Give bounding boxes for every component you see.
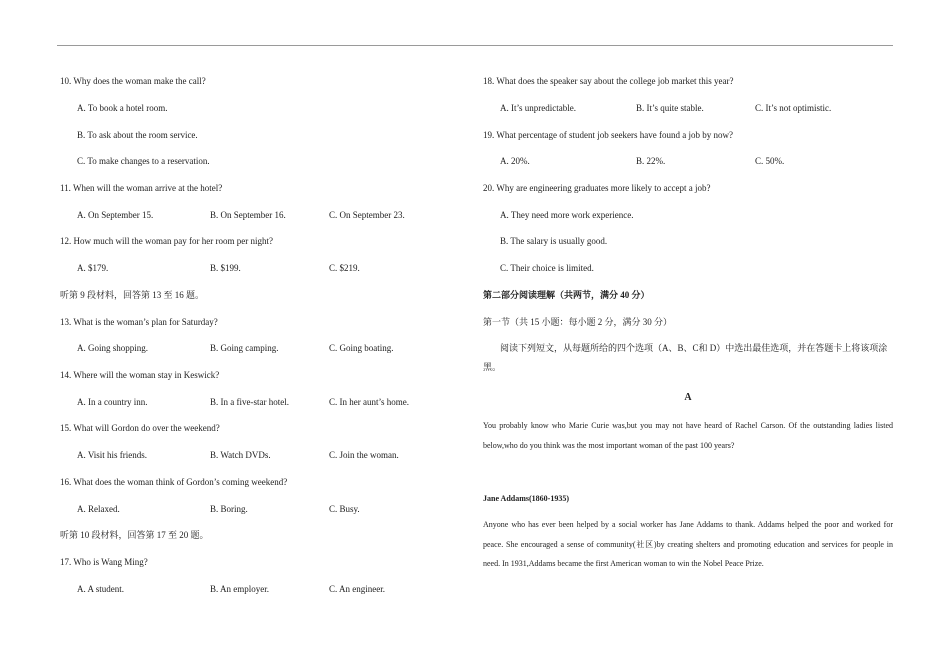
options-12 bbox=[77, 263, 437, 274]
addams-text: Anyone who has ever been helped by a social worker has Jane Addams to thank. Addams helped the poor and worked for peace. She encouraged a sense of community(社区)by creating shelters and promoting education and services for people in need. In 1931,Addams became the first American woman to win the Nobel Peace Prize. bbox=[483, 520, 893, 568]
section-10-heading: 听第 10 段材料，回答第 17 至 20 题。 bbox=[60, 530, 209, 540]
option-15c: C. Join the woman. bbox=[329, 450, 399, 460]
section-9-heading: 听第 9 段材料，回答第 13 至 16 题。 bbox=[60, 290, 205, 300]
option-13c: C. Going boating. bbox=[329, 343, 394, 353]
option-14b: B. In a five-star hotel. bbox=[210, 397, 289, 407]
question-10: 10. Why does the woman make the call? bbox=[60, 76, 206, 86]
part-2-title: 第二部分阅读理解（共两节，满分 40 分） bbox=[483, 290, 650, 300]
options-13 bbox=[77, 343, 437, 354]
option-11a: A. On September 15. bbox=[77, 210, 154, 220]
option-14c: C. In her aunt’s home. bbox=[329, 397, 409, 407]
option-10b: B. To ask about the room service. bbox=[77, 130, 198, 140]
option-10c: C. To make changes to a reservation. bbox=[77, 156, 210, 166]
option-19b: B. 22%. bbox=[636, 156, 666, 166]
option-15b: B. Watch DVDs. bbox=[210, 450, 271, 460]
options-14 bbox=[77, 397, 437, 408]
option-19a: A. 20%. bbox=[500, 156, 530, 166]
question-15: 15. What will Gordon do over the weekend? bbox=[60, 423, 220, 433]
option-10a: A. To book a hotel room. bbox=[77, 103, 168, 113]
question-16: 16. What does the woman think of Gordon’s coming weekend? bbox=[60, 477, 288, 487]
question-11: 11. When will the woman arrive at the hotel? bbox=[60, 183, 223, 193]
option-11b: B. On September 16. bbox=[210, 210, 286, 220]
options-18 bbox=[500, 103, 880, 114]
section-1-heading: 第一节（共 15 小题：每小题 2 分，满分 30 分） bbox=[483, 317, 673, 327]
passage-letter: A bbox=[684, 392, 692, 403]
question-20: 20. Why are engineering graduates more likely to accept a job? bbox=[483, 183, 711, 193]
option-17a: A. A student. bbox=[77, 584, 125, 594]
option-20c: C. Their choice is limited. bbox=[500, 263, 594, 273]
option-12c: C. $219. bbox=[329, 263, 360, 273]
option-18a: A. It’s unpredictable. bbox=[500, 103, 576, 113]
option-17c: C. An engineer. bbox=[329, 584, 385, 594]
reading-instructions: 阅读下列短文，从每题所给的四个选项（A、B、C和 D）中选出最佳选项，并在答题卡上将该项涂黑。 bbox=[483, 343, 888, 372]
options-15 bbox=[77, 450, 437, 461]
option-16b: B. Boring. bbox=[210, 504, 248, 514]
option-12a: A. $179. bbox=[77, 263, 109, 273]
option-16a: A. Relaxed. bbox=[77, 504, 120, 514]
option-13b: B. Going camping. bbox=[210, 343, 279, 353]
option-20a: A. They need more work experience. bbox=[500, 210, 634, 220]
option-18b: B. It’s quite stable. bbox=[636, 103, 704, 113]
option-11c: C. On September 23. bbox=[329, 210, 405, 220]
options-19 bbox=[500, 156, 880, 167]
option-15a: A. Visit his friends. bbox=[77, 450, 148, 460]
question-13: 13. What is the woman’s plan for Saturday? bbox=[60, 317, 218, 327]
option-16c: C. Busy. bbox=[329, 504, 360, 514]
question-17: 17. Who is Wang Ming? bbox=[60, 557, 148, 567]
options-16 bbox=[77, 504, 437, 515]
header-rule bbox=[57, 45, 893, 46]
question-12: 12. How much will the woman pay for her room per night? bbox=[60, 236, 273, 246]
addams-title: Jane Addams(1860-1935) bbox=[483, 494, 570, 503]
question-14: 14. Where will the woman stay in Keswick? bbox=[60, 370, 220, 380]
option-12b: B. $199. bbox=[210, 263, 241, 273]
options-17 bbox=[77, 584, 437, 595]
question-19: 19. What percentage of student job seekers have found a job by now? bbox=[483, 130, 734, 140]
options-11 bbox=[77, 210, 437, 221]
question-18: 18. What does the speaker say about the college job market this year? bbox=[483, 76, 734, 86]
option-17b: B. An employer. bbox=[210, 584, 269, 594]
passage-intro: You probably know who Marie Curie was,but you may not have heard of Rachel Carson. Of the outstanding ladies listed below,who do you think was the most important woman of the past 100 years? bbox=[483, 421, 893, 450]
option-18c: C. It’s not optimistic. bbox=[755, 103, 832, 113]
option-13a: A. Going shopping. bbox=[77, 343, 149, 353]
option-14a: A. In a country inn. bbox=[77, 397, 148, 407]
option-19c: C. 50%. bbox=[755, 156, 785, 166]
option-20b: B. The salary is usually good. bbox=[500, 236, 608, 246]
